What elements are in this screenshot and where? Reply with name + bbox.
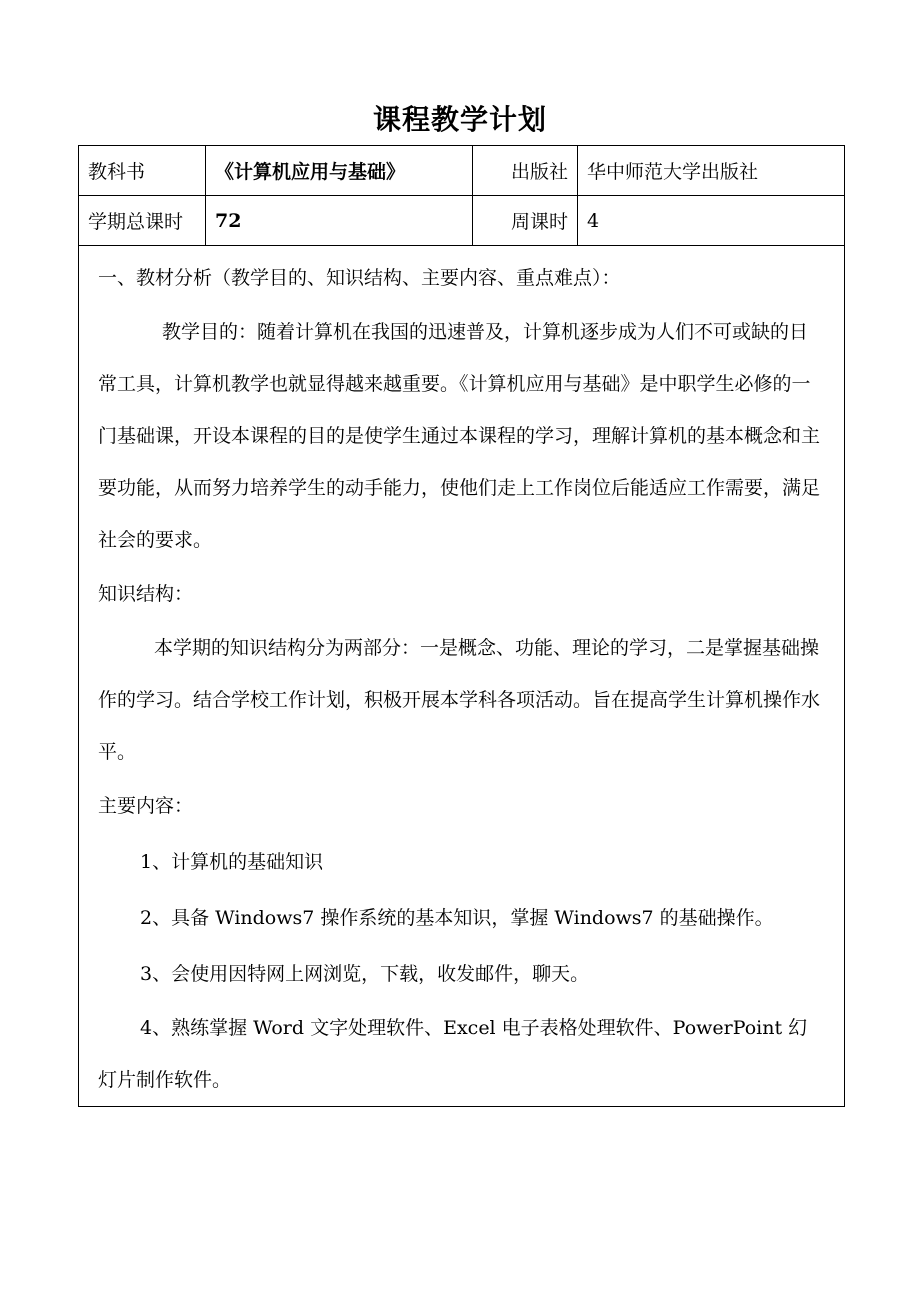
content-item-1: 1、计算机的基础知识 (140, 851, 324, 873)
main-content-label: 主要内容： (98, 795, 194, 817)
knowledge-structure-paragraph: 本学期的知识结构分为两部分：一是概念、功能、理论的学习，二是掌握基础操作的学习。结合学校工作计划，积极开展本学科各项活动。旨在提高学生计算机操作水平。 (98, 637, 821, 763)
content-item-4: 4、熟练掌握 Word 文字处理软件、Excel 电子表格处理软件、PowerPoint 幻灯片制作软件。 (98, 1017, 808, 1091)
analysis-cell (79, 246, 845, 1107)
knowledge-structure-label: 知识结构： (98, 583, 194, 605)
page-title: 课程教学计划 (372, 103, 547, 136)
course-plan-table (78, 145, 845, 1107)
textbook-row (79, 146, 845, 196)
content-item-3: 3、会使用因特网上网浏览，下载，收发邮件，聊天。 (140, 963, 590, 985)
textbook-value: 《计算机应用与基础》 (206, 146, 473, 196)
analysis-row (79, 246, 845, 1107)
publisher-value: 华中师范大学出版社 (578, 146, 845, 196)
textbook-label: 教科书 (79, 146, 206, 196)
hours-row (79, 196, 845, 246)
weekly-hours-label: 周课时 (473, 196, 578, 246)
content-item-2: 2、具备 Windows7 操作系统的基本知识，掌握 Windows7 的基础操作。 (140, 907, 774, 929)
analysis-heading: 一、教材分析（教学目的、知识结构、主要内容、重点难点）： (98, 267, 621, 289)
teaching-purpose-paragraph: 教学目的：随着计算机在我国的迅速普及，计算机逐步成为人们不可或缺的日常工具，计算机教学也就显得越来越重要。《计算机应用与基础》是中职学生必修的一门基础课，开设本课程的目的是使学生通过本课程的学习，理解计算机的基本概念和主要功能，从而努力培养学生的动手能力，使他们走上工作岗位后能适应工作需要，满足社会的要求。 (98, 321, 821, 551)
publisher-label: 出版社 (473, 146, 578, 196)
total-hours-value: 72 (206, 196, 473, 246)
analysis-content (88, 250, 835, 1106)
total-hours-label: 学期总课时 (79, 196, 206, 246)
weekly-hours-value: 4 (578, 196, 845, 246)
